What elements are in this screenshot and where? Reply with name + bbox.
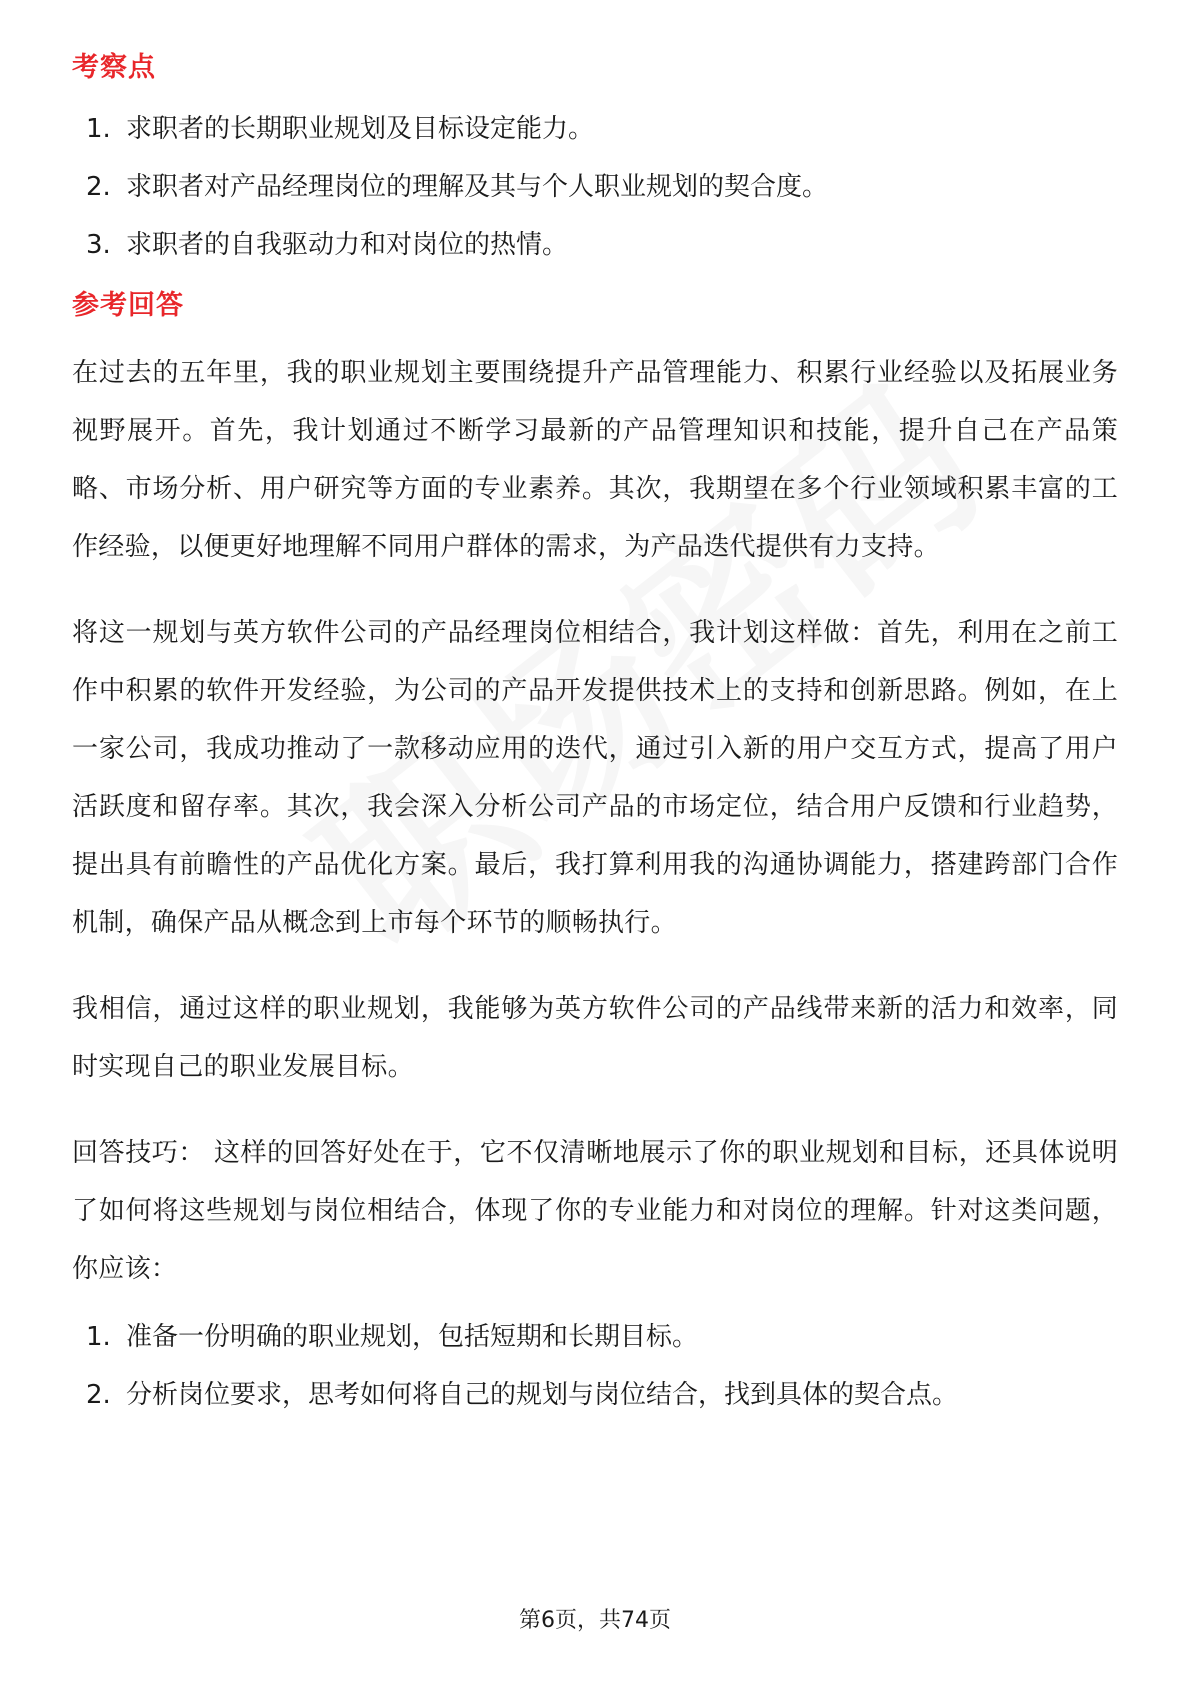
answer-paragraph: 我相信，通过这样的职业规划，我能够为英方软件公司的产品线带来新的活力和效率，同时实现自己的职业发展目标。 xyxy=(72,994,1118,1082)
answer-tip-paragraph: 回答技巧： 这样的回答好处在于，它不仅清晰地展示了你的职业规划和目标，还具体说明了如何将这些规划与岗位相结合，体现了你的专业能力和对岗位的理解。针对这类问题，你应该： xyxy=(72,1138,1118,1284)
list-item-text: 求职者的自我驱动力和对岗位的热情。 xyxy=(126,230,569,260)
answer-paragraph: 将这一规划与英方软件公司的产品经理岗位相结合，我计划这样做：首先，利用在之前工作中积累的软件开发经验，为公司的产品开发提供技术上的支持和创新思路。例如，在上一家公司，我成功推动了一款移动应用的迭代，通过引入新的用户交互方式，提高了用户活跃度和留存率。其次，我会深入分析公司产品的市场定位，结合用户反馈和行业趋势，提出具有前瞻性的产品优化方案。最后，我打算利用我的沟通协调能力，搭建跨部门合作机制，确保产品从概念到上市每个环节的顺畅执行。 xyxy=(72,618,1118,938)
list-item-number: 2. xyxy=(86,1380,111,1410)
answer-paragraph: 在过去的五年里，我的职业规划主要围绕提升产品管理能力、积累行业经验以及拓展业务视野展开。首先，我计划通过不断学习最新的产品管理知识和技能，提升自己在产品策略、市场分析、用户研究等方面的专业素养。其次，我期望在多个行业领域积累丰富的工作经验，以便更好地理解不同用户群体的需求，为产品迭代提供有力支持。 xyxy=(72,358,1118,562)
list-item-number: 1. xyxy=(86,1322,111,1352)
list-item xyxy=(72,1366,1118,1424)
list-item xyxy=(72,158,1118,216)
list-item-text: 求职者对产品经理岗位的理解及其与个人职业规划的契合度。 xyxy=(126,172,829,202)
page-number-footer: 第6页，共74页 xyxy=(519,1608,671,1633)
list-item-text: 求职者的长期职业规划及目标设定能力。 xyxy=(126,114,595,144)
list-item xyxy=(72,1308,1118,1366)
list-item xyxy=(72,216,1118,274)
list-item-number: 2. xyxy=(86,172,111,202)
tip-list xyxy=(72,1308,1118,1424)
page-content xyxy=(72,44,1118,1424)
list-item-number: 1. xyxy=(86,114,111,144)
section-heading-exam-points: 考察点 xyxy=(72,52,156,83)
list-item xyxy=(72,100,1118,158)
list-item-number: 3. xyxy=(86,230,111,260)
list-item-text: 准备一份明确的职业规划，包括短期和长期目标。 xyxy=(126,1322,699,1352)
list-item-text: 分析岗位要求，思考如何将自己的规划与岗位结合，找到具体的契合点。 xyxy=(126,1380,959,1410)
section-heading-reference-answer: 参考回答 xyxy=(72,290,184,321)
exam-points-list xyxy=(72,100,1118,274)
